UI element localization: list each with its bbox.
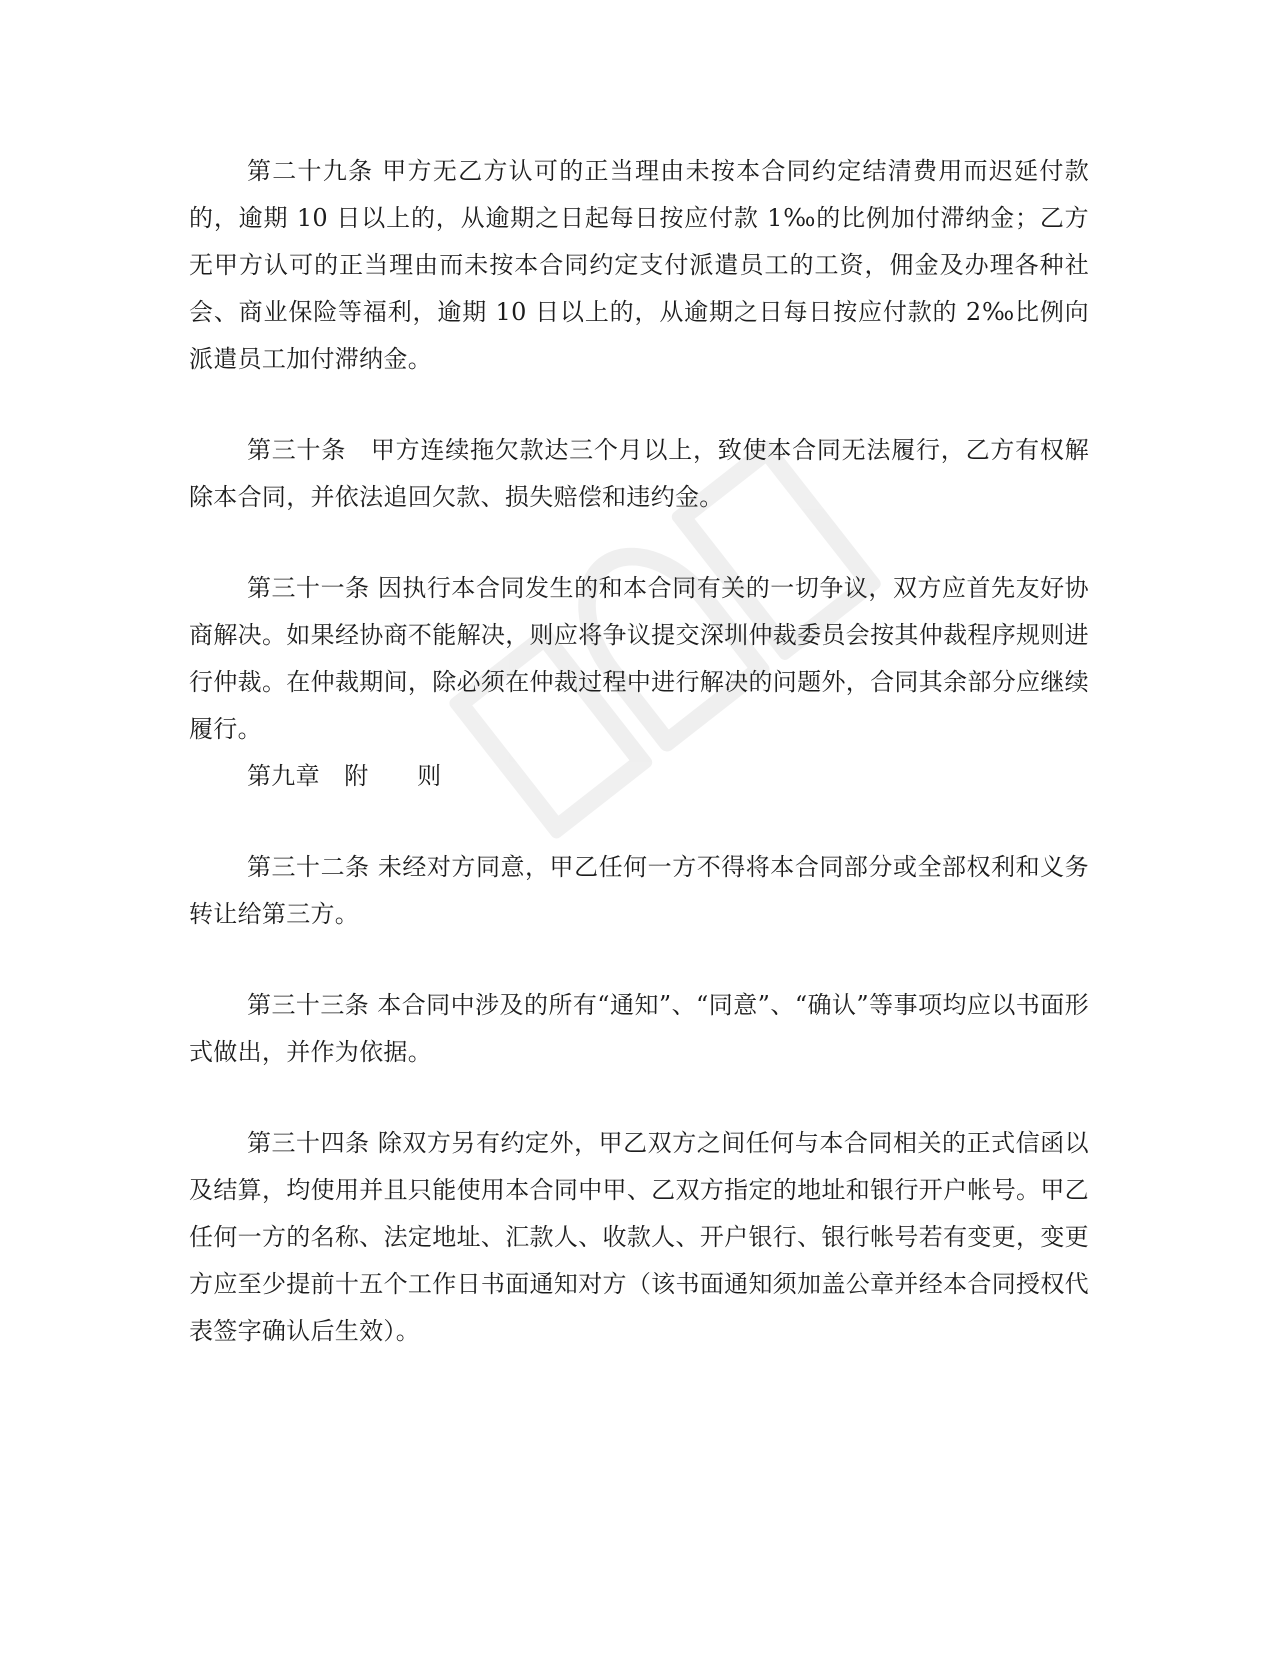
chapter-9-heading: 第九章 附 则 [247,762,442,790]
document-body [189,148,1089,1355]
article-32: 第三十二条 未经对方同意，甲乙任何一方不得将本合同部分或全部权利和义务转让给第三方。 [189,853,1089,928]
article-33: 第三十三条 本合同中涉及的所有“通知”、“同意”、“确认”等事项均应以书面形式做出，并作为依据。 [189,991,1089,1066]
article-30: 第三十条 甲方连续拖欠款达三个月以上，致使本合同无法履行，乙方有权解除本合同，并依法追回欠款、损失赔偿和违约金。 [189,436,1089,511]
article-31: 第三十一条 因执行本合同发生的和本合同有关的一切争议，双方应首先友好协商解决。如果经协商不能解决，则应将争议提交深圳仲裁委员会按其仲裁程序规则进行仲裁。在仲裁期间，除必须在仲裁过程中进行解决的问题外，合同其余部分应继续履行。 [189,574,1089,743]
article-34: 第三十四条 除双方另有约定外，甲乙双方之间任何与本合同相关的正式信函以及结算，均使用并且只能使用本合同中甲、乙双方指定的地址和银行开户帐号。甲乙任何一方的名称、法定地址、汇款人、收款人、开户银行、银行帐号若有变更，变更方应至少提前十五个工作日书面通知对方（该书面通知须加盖公章并经本合同授权代表签字确认后生效）。 [189,1129,1089,1345]
article-29: 第二十九条 甲方无乙方认可的正当理由未按本合同约定结清费用而迟延付款的，逾期 10 日以上的，从逾期之日起每日按应付款 1‰的比例加付滞纳金；乙方无甲方认可的正当理由而未按本合同约定支付派遣员工的工资，佣金及办理各种社会、商业保险等福利，逾期 10 日以上的，从逾期之日每日按应付款的 2‰比例向派遣员工加付滞纳金。 [189,157,1089,373]
